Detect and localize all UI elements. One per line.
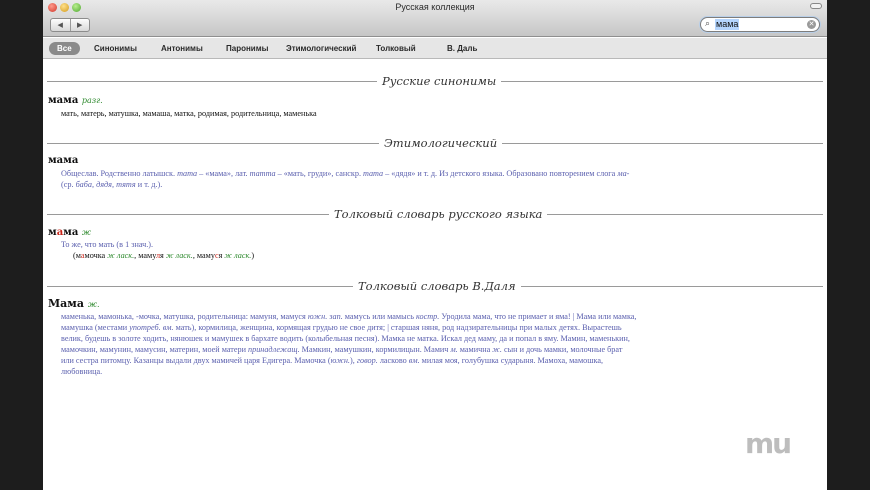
grammar-label: ж <box>81 228 91 237</box>
search-input[interactable]: мама <box>716 19 739 29</box>
headword: мама разг. <box>48 95 103 106</box>
dal-text-line: мамушка (местами употреб. вм. мать), кормилица, женщина, кормящая грудью не свое дитя; | старшая няня, род надзирательницы при малых детях. Вырастешь <box>61 323 622 332</box>
derived-forms: (мамочка ж ласк., мамуля ж ласк., мамуся ж ласк.) <box>73 251 255 260</box>
section-title: Русские синонимы <box>377 73 501 89</box>
dal-text-line: или сестра питомцу. Казанцы выдали двух мамичей царя Едигера. Мамочка (южн.), говор. ласково вм. милая моя, голубушка сударыня. Мамоха, мамошка, <box>61 356 604 365</box>
headword: Мама ж. <box>48 297 100 310</box>
etymology-text-line: Общеслав. Родственно латышск. mama – «мама», лат. mamma – «мать, груди», санскр. mama – «дядя» и т. д. Из детского языка. Образовано повторением слога ма- <box>61 169 630 178</box>
stress-mark: а <box>56 227 64 238</box>
grammar-label: разг. <box>81 96 103 105</box>
search-field[interactable] <box>700 17 820 32</box>
window-title: Русская коллекция <box>395 2 475 12</box>
tab-etymological[interactable]: Этимологический <box>286 44 357 53</box>
app-window <box>43 0 827 490</box>
tab-all[interactable]: Все <box>49 42 80 55</box>
grammar-label: ж. <box>87 300 100 309</box>
dal-text-line: мамочкин, мамунин, мамусин, материн, моей матери принадлежащ. Мамкин, мамушкин, кормилицын. Мамич м. мамична ж. сын и дочь мамки, молочные брат <box>61 345 623 354</box>
dal-text-line: велик, будешь в золоте ходить, нянюшек и мамушек в бархате водить (колыбельная песня). Мамка не матка. Искал дед маму, да и попал в яму. Мамин, маменькин, <box>61 334 630 343</box>
section-title: Толковый словарь русского языка <box>329 206 547 222</box>
section-header-synonyms <box>47 73 823 89</box>
results-view <box>43 60 827 490</box>
search-icon: ⌕ <box>705 19 711 29</box>
section-header-dal <box>47 278 823 294</box>
dal-text-line: любовница. <box>61 367 103 376</box>
tab-explanatory[interactable]: Толковый <box>376 44 416 53</box>
tab-antonyms[interactable]: Антонимы <box>161 44 203 53</box>
section-header-explanatory <box>47 206 823 222</box>
tab-synonyms[interactable]: Синонимы <box>94 44 137 53</box>
definition-text: То же, что мать (в 1 знач.). <box>61 240 154 249</box>
headword: мама <box>48 155 79 166</box>
tab-dal[interactable]: В. Даль <box>447 44 478 53</box>
dal-text-line: маменька, мамонька, -мочка, матушка, родительница: мамуня, мамуся южн. зап. мамусь или мамысь костр. Уродила мама, что не примает и яма! | Мама или мамка, <box>61 312 637 321</box>
title-bar <box>43 0 827 37</box>
forward-icon[interactable]: ▶ <box>70 19 90 31</box>
toolbar-toggle-button[interactable] <box>810 3 822 9</box>
synonyms-list: мать, матерь, матушка, мамаша, матка, родимая, родительница, маменька <box>61 109 317 118</box>
etymology-text-line: (ср. баба, дядя, тятя и т. д.). <box>61 180 163 189</box>
section-header-etymology <box>47 135 823 151</box>
watermark-logo: mu <box>745 427 791 460</box>
tab-paronyms[interactable]: Паронимы <box>226 44 269 53</box>
dictionary-tabs <box>43 38 827 59</box>
back-icon[interactable]: ◀ <box>57 21 63 29</box>
section-title: Этимологический <box>379 135 502 151</box>
navigation-segmented-control <box>50 18 90 32</box>
clear-search-icon[interactable]: ✕ <box>808 20 815 28</box>
section-title: Толковый словарь В.Даля <box>353 278 521 294</box>
headword: мама ж <box>48 227 91 238</box>
